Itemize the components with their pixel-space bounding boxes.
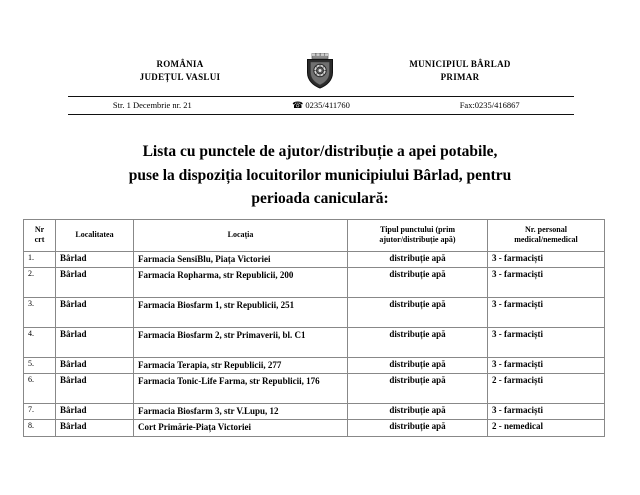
cell-nr-crt: 8. [24,420,56,436]
cell-locatia: Cort Primărie-Piața Victoriei [134,420,348,436]
cell-localitatea: Bârlad [56,358,134,374]
contact-row [68,99,574,113]
letterhead [0,52,640,90]
cell-localitatea: Bârlad [56,298,134,328]
cell-tipul-punctului: distribuție apă [348,420,488,436]
cell-nr-personal: 3 - farmaciști [488,328,605,358]
cell-tipul-punctului: distribuție apă [348,374,488,404]
cell-nr-crt: 3. [24,298,56,328]
cell-nr-crt: 7. [24,404,56,420]
cell-tipul-punctului: distribuție apă [348,404,488,420]
letterhead-left [75,52,285,84]
table-row [24,268,605,298]
cell-locatia: Farmacia Tonic-Life Farma, str Republicii, 176 [134,374,348,404]
table-row [24,298,605,328]
table-row [24,374,605,404]
cell-nr-personal: 3 - farmaciști [488,298,605,328]
column-header-nr-crt-line-2: crt [34,235,45,244]
crest-container [285,52,355,90]
header-divider-top [68,96,574,97]
office-title: PRIMAR [440,72,480,83]
table-header-row [24,220,605,252]
column-header-localitatea [56,220,134,252]
page-title-line-1: Lista cu punctele de ajutor/distribuție a apei potabile, [142,143,498,160]
cell-nr-crt: 2. [24,268,56,298]
cell-nr-crt: 5. [24,358,56,374]
page-title-line-3: perioada caniculară: [251,190,389,208]
page-title [50,140,590,211]
cell-nr-crt: 6. [24,374,56,404]
cell-localitatea: Bârlad [56,374,134,404]
column-header-tipul-line-1: Tipul punctului (prim [380,224,455,234]
water-points-table [23,219,605,437]
country-name: ROMÂNIA [156,59,204,69]
cell-localitatea: Bârlad [56,328,134,358]
cell-localitatea: Bârlad [56,268,134,298]
cell-nr-personal: 2 - farmaciști [488,374,605,404]
cell-locatia: Farmacia SensiBlu, Piața Victoriei [134,252,348,268]
fax-number: Fax:0235/416867 [459,100,520,110]
table-row [24,358,605,374]
cell-localitatea: Bârlad [56,252,134,268]
table-row [24,420,605,436]
coat-of-arms-icon [303,52,337,90]
cell-nr-crt: 1. [24,252,56,268]
table-row [24,328,605,358]
cell-nr-personal: 3 - farmaciști [488,358,605,374]
cell-tipul-punctului: distribuție apă [348,252,488,268]
page-title-line-2: puse la dispoziția locuitorilor municipiului Bârlad, pentru [128,166,512,184]
cell-nr-personal: 3 - farmaciști [488,252,605,268]
cell-tipul-punctului: distribuție apă [348,328,488,358]
column-header-tipul-line-2: ajutor/distribuție apă) [379,235,456,244]
table-body [24,252,605,437]
cell-nr-personal: 3 - farmaciști [488,404,605,420]
column-header-localitatea-text: Localitatea [75,229,114,239]
cell-nr-personal: 3 - farmaciști [488,268,605,298]
phone-number: 0235/411760 [305,100,350,110]
contact-bar [68,96,574,115]
cell-tipul-punctului: distribuție apă [348,298,488,328]
letterhead-right [355,52,565,84]
table-row [24,252,605,268]
cell-tipul-punctului: distribuție apă [348,358,488,374]
column-header-locatia-text: Locația [227,229,254,239]
county-name: JUDEȚUL VASLUI [139,72,221,83]
column-header-personal-line-2: medical/nemedical [514,235,578,244]
header-divider-bottom [68,114,574,115]
address-text: Str. 1 Decembrie nr. 21 [112,100,192,110]
cell-locatia: Farmacia Biosfarm 2, str Primaverii, bl. C1 [134,328,348,358]
cell-locatia: Farmacia Ropharma, str Republicii, 200 [134,268,348,298]
column-header-tipul-punctului [348,220,488,252]
cell-tipul-punctului: distribuție apă [348,268,488,298]
cell-nr-crt: 4. [24,328,56,358]
table-row [24,404,605,420]
column-header-personal-line-1: Nr. personal [525,224,567,234]
phone-cell [237,100,406,111]
table-header [24,220,605,252]
cell-localitatea: Bârlad [56,420,134,436]
column-header-nr-crt [24,220,56,252]
column-header-nr-crt-line-1: Nr [34,224,45,234]
telephone-icon: ☎ [292,101,304,111]
cell-locatia: Farmacia Biosfarm 3, str V.Lupu, 12 [134,404,348,420]
municipality-name: MUNICIPIUL BÂRLAD [409,59,511,69]
cell-locatia: Farmacia Terapia, str Republicii, 277 [134,358,348,374]
cell-localitatea: Bârlad [56,404,134,420]
cell-nr-personal: 2 - nemedical [488,420,605,436]
column-header-nr-personal [488,220,605,252]
water-points-table-wrap [23,219,604,437]
cell-locatia: Farmacia Biosfarm 1, str Republicii, 251 [134,298,348,328]
column-header-locatia [134,220,348,252]
